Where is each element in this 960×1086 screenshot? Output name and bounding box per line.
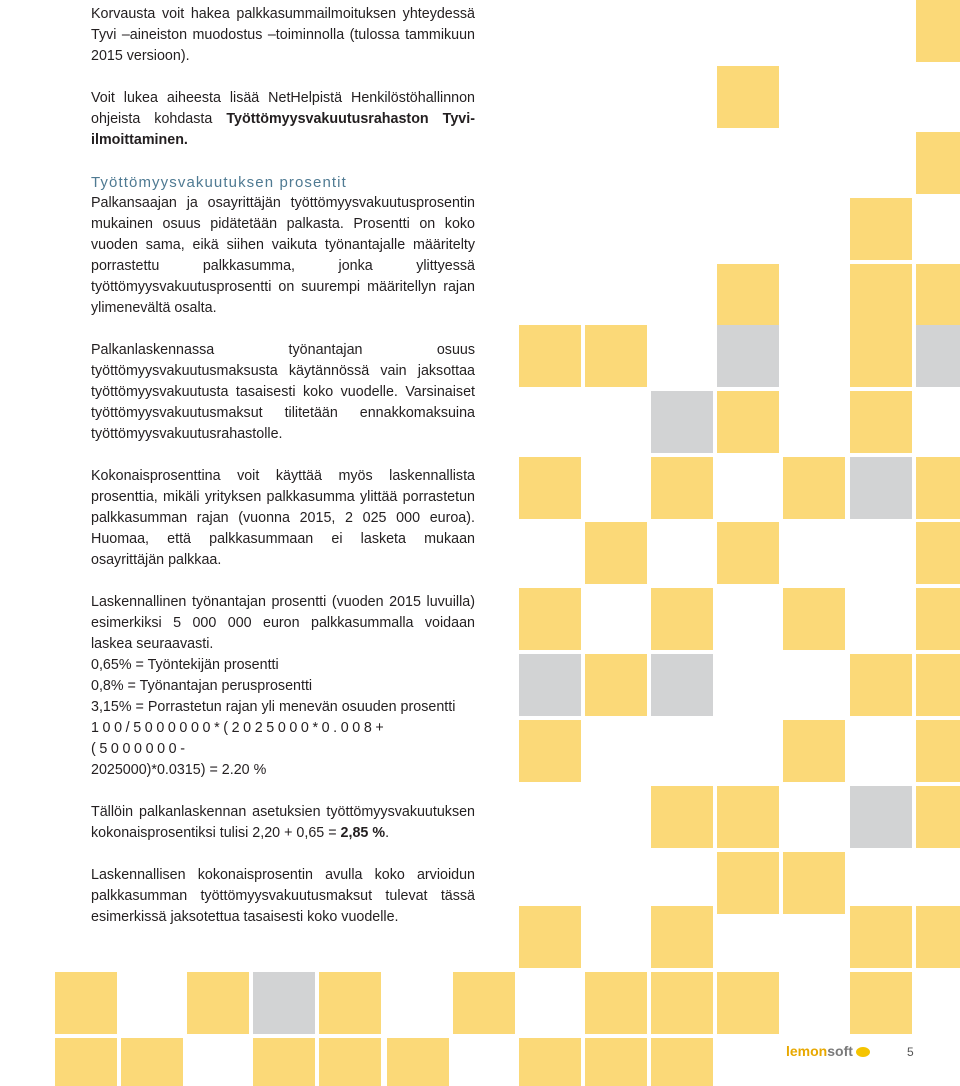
deco-square	[253, 1038, 315, 1086]
deco-square	[850, 786, 912, 848]
paragraph-nethelp	[91, 88, 475, 151]
deco-square	[121, 1038, 183, 1086]
deco-square	[783, 852, 845, 914]
deco-square	[651, 786, 713, 848]
page-number: 5	[907, 1045, 914, 1059]
lemon-icon	[856, 1047, 870, 1057]
deco-square	[55, 1038, 117, 1086]
paragraph-tyvi: Korvausta voit hakea palkkasummailmoituksen yhteydessä Tyvi –aineiston muodostus –toiminnolla (tulossa tammikuun 2015 versioon).	[91, 6, 475, 64]
result-period: .	[385, 825, 390, 841]
deco-square	[916, 325, 960, 387]
paragraph-kokonaisprosentti: Kokonaisprosenttina voit käyttää myös laskennallista prosenttia, mikäli yrityksen palkkasumma ylittää porrastetun palkkasumman rajan (vuonna 2015, 2 025 000 euroa). Huomaa, että palkkasummaan ei lasketa mukaan osayrittäjän palkkaa.	[91, 468, 475, 568]
nethelp-text: Voit lukea aiheesta lisää NetHelpistä Henkilöstöhallinnon ohjeista kohdasta	[91, 90, 475, 127]
deco-square	[519, 1038, 581, 1086]
paragraph-palkansaaja: Palkansaajan ja osayrittäjän työttömyysvakuutusprosentin mukainen osuus pidätetään palkasta. Prosentti on koko vuoden sama, eikä siihen vaikuta työnantajalle määritelty porrastettu palkkasumma, jonka ylittyessä työttömyysvakuutusprosentti on suurempi määritellyn rajan ylimenevältä osalta.	[91, 195, 475, 316]
logo-soft-text: soft	[827, 1043, 853, 1059]
deco-square	[717, 325, 779, 387]
deco-square	[783, 588, 845, 650]
deco-square	[850, 457, 912, 519]
deco-square	[916, 786, 960, 848]
deco-square	[717, 972, 779, 1034]
deco-square	[717, 264, 779, 326]
deco-square	[717, 522, 779, 584]
deco-square	[453, 972, 515, 1034]
deco-square	[55, 972, 117, 1034]
paragraph-tulos	[91, 802, 475, 844]
paragraph-esimerkki: Laskennallinen työnantajan prosentti (vuoden 2015 luvuilla) esimerkiksi 5 000 000 euron palkkasummalla voidaan laskea seuraavasti.	[91, 594, 475, 652]
deco-square	[387, 1038, 449, 1086]
deco-square	[519, 588, 581, 650]
deco-square	[651, 588, 713, 650]
deco-square	[253, 972, 315, 1034]
logo-lemon-text: lemon	[786, 1043, 828, 1059]
deco-square	[850, 391, 912, 453]
deco-square	[651, 1038, 713, 1086]
deco-square	[916, 720, 960, 782]
deco-square	[519, 654, 581, 716]
deco-square	[585, 654, 647, 716]
deco-square	[916, 0, 960, 62]
deco-square	[519, 720, 581, 782]
deco-square	[916, 654, 960, 716]
deco-square	[651, 654, 713, 716]
deco-square	[850, 325, 912, 387]
deco-square	[519, 325, 581, 387]
rate-line-employee: 0,65% = Työntekijän prosentti	[91, 657, 279, 673]
formula-line-2: 2025000)*0.0315) = 2.20 %	[91, 762, 267, 778]
deco-square	[585, 325, 647, 387]
deco-square	[717, 852, 779, 914]
result-text: Tällöin palkanlaskennan asetuksien työttömyysvakuutuksen kokonaisprosentiksi tulisi 2,20 + 0,65 =	[91, 804, 475, 841]
rate-line-tiered: 3,15% = Porrastetun rajan yli menevän osuuden prosentti	[91, 699, 456, 715]
deco-square	[585, 972, 647, 1034]
deco-square	[651, 972, 713, 1034]
deco-square	[585, 522, 647, 584]
deco-square	[519, 457, 581, 519]
deco-square	[319, 1038, 381, 1086]
deco-square	[585, 1038, 647, 1086]
deco-square	[850, 654, 912, 716]
deco-square	[916, 457, 960, 519]
deco-square	[717, 66, 779, 128]
deco-square	[850, 906, 912, 968]
paragraph-jaksotus: Laskennallisen kokonaisprosentin avulla koko arvioidun palkkasumman työttömyysvakuutusmaksut tulevat tässä esimerkissä jaksotettua tasaisesti koko vuodelle.	[91, 867, 475, 925]
deco-square	[783, 457, 845, 519]
deco-square	[187, 972, 249, 1034]
deco-square	[850, 264, 912, 326]
deco-square	[916, 132, 960, 194]
deco-square	[916, 264, 960, 326]
deco-square	[717, 391, 779, 453]
deco-square	[519, 906, 581, 968]
deco-square	[916, 588, 960, 650]
deco-square	[651, 391, 713, 453]
deco-square	[916, 906, 960, 968]
deco-square	[783, 720, 845, 782]
formula-line-1: 100/5000000*(2025000*0.008+(5000000-	[91, 720, 388, 757]
deco-square	[916, 522, 960, 584]
deco-square	[717, 786, 779, 848]
deco-square	[850, 972, 912, 1034]
rate-line-employer: 0,8% = Työnantajan perusprosentti	[91, 678, 313, 694]
deco-square	[651, 906, 713, 968]
deco-square	[850, 198, 912, 260]
page-body	[91, 4, 475, 949]
result-value: 2,85 %	[340, 825, 386, 841]
nethelp-link-text: Työttömyysvakuutusrahaston Tyvi-ilmoittaminen.	[91, 111, 475, 148]
lemonsoft-logo	[786, 1043, 870, 1059]
paragraph-palkanlaskenta: Palkanlaskennassa työnantajan osuus työttömyysvakuutusmaksusta käytännössä vain jaksottaa työttömyysvakuutusta tasaisesti koko vuodelle. Varsinaiset työttömyysvakuutusmaksut tilitetään ennakkomaksuina työttömyysvakuutusrahastolle.	[91, 342, 475, 442]
deco-square	[651, 457, 713, 519]
deco-square	[319, 972, 381, 1034]
section-heading: Työttömyysvakuutuksen prosentit	[91, 174, 347, 191]
